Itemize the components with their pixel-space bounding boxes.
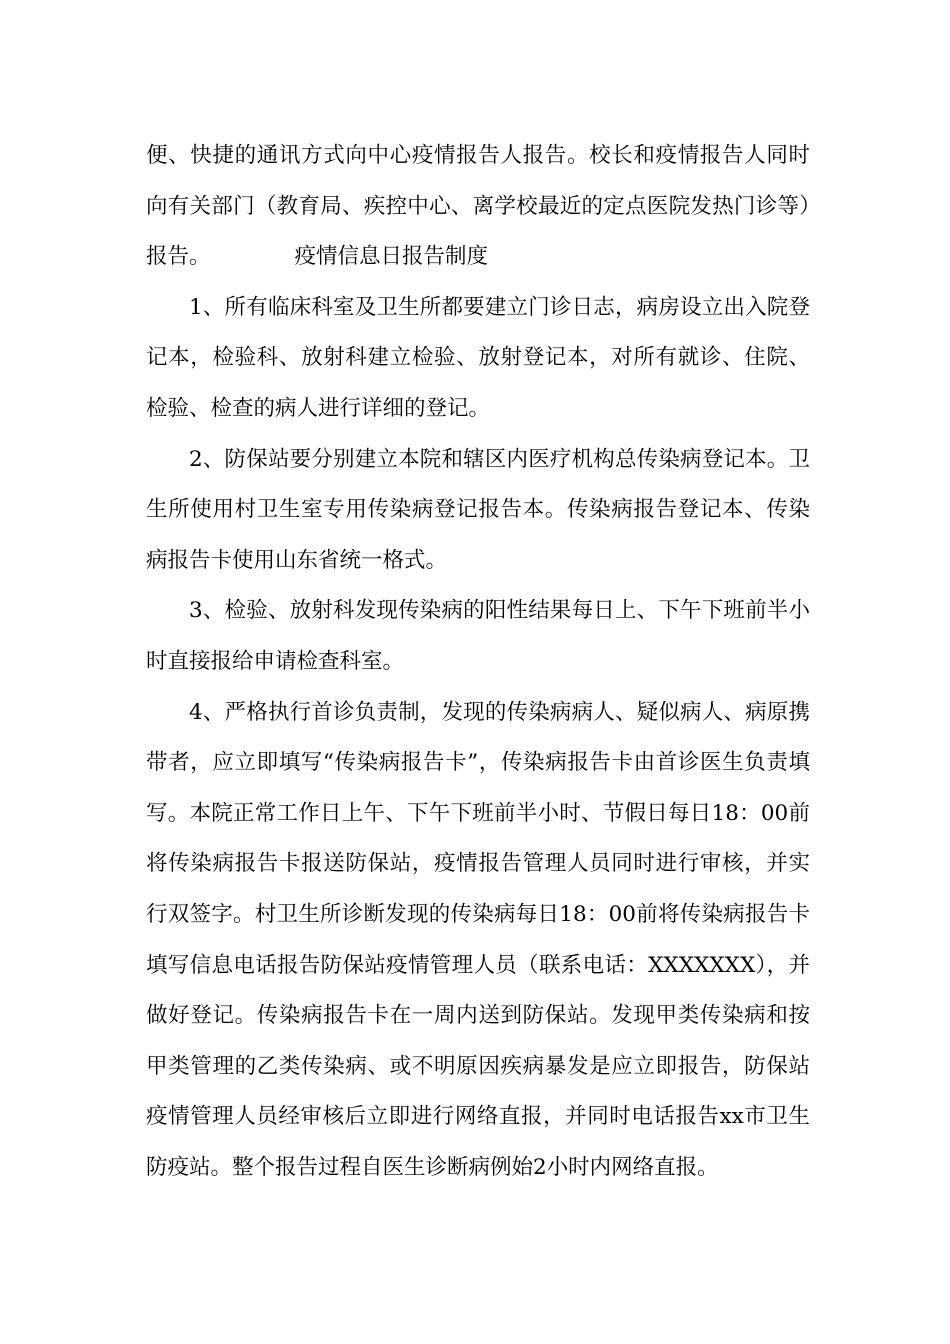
intro-text: 便、快捷的通讯方式向中心疫情报告人报告。校长和疫情报告人同时向有关部门（教育局、疾控中心、离学校最近的定点医院发热门诊等）报告。 [146, 143, 810, 270]
paragraph-4: 4、严格执行首诊负责制，发现的传染病病人、疑似病人、病原携带者，应立即填写“传染病报告卡”，传染病报告卡由首诊医生负责填写。本院正常工作日上午、下午下班前半小时、节假日每日18：00前将传染病报告卡报送防保站，疫情报告管理人员同时进行审核，并实行双签字。村卫生所诊断发现的传染病每日18：00前将传染病报告卡填写信息电话报告防保站疫情管理人员（联系电话：XXXXXXX），并做好登记。传染病报告卡在一周内送到防保站。发现甲类传染病和按甲类管理的乙类传染病、或不明原因疾病暴发是应立即报告，防保站疫情管理人员经审核后立即进行网络直报，并同时电话报告xx市卫生防疫站。整个报告过程自医生诊断病例始2小时内网络直报。 [146, 699, 810, 1180]
document-body [146, 131, 810, 1193]
paragraph-3: 3、检验、放射科发现传染病的阳性结果每日上、下午下班前半小时直接报给申请检查科室。 [146, 598, 810, 674]
section-title: 疫情信息日报告制度 [294, 244, 489, 270]
intro-paragraph [146, 131, 810, 283]
paragraph-1: 1、所有临床科室及卫生所都要建立门诊日志，病房设立出入院登记本，检验科、放射科建立检验、放射登记本，对所有就诊、住院、检验、检查的病人进行详细的登记。 [146, 294, 810, 421]
paragraph-2: 2、防保站要分别建立本院和辖区内医疗机构总传染病登记本。卫生所使用村卫生室专用传染病登记报告本。传染病报告登记本、传染病报告卡使用山东省统一格式。 [146, 446, 810, 573]
